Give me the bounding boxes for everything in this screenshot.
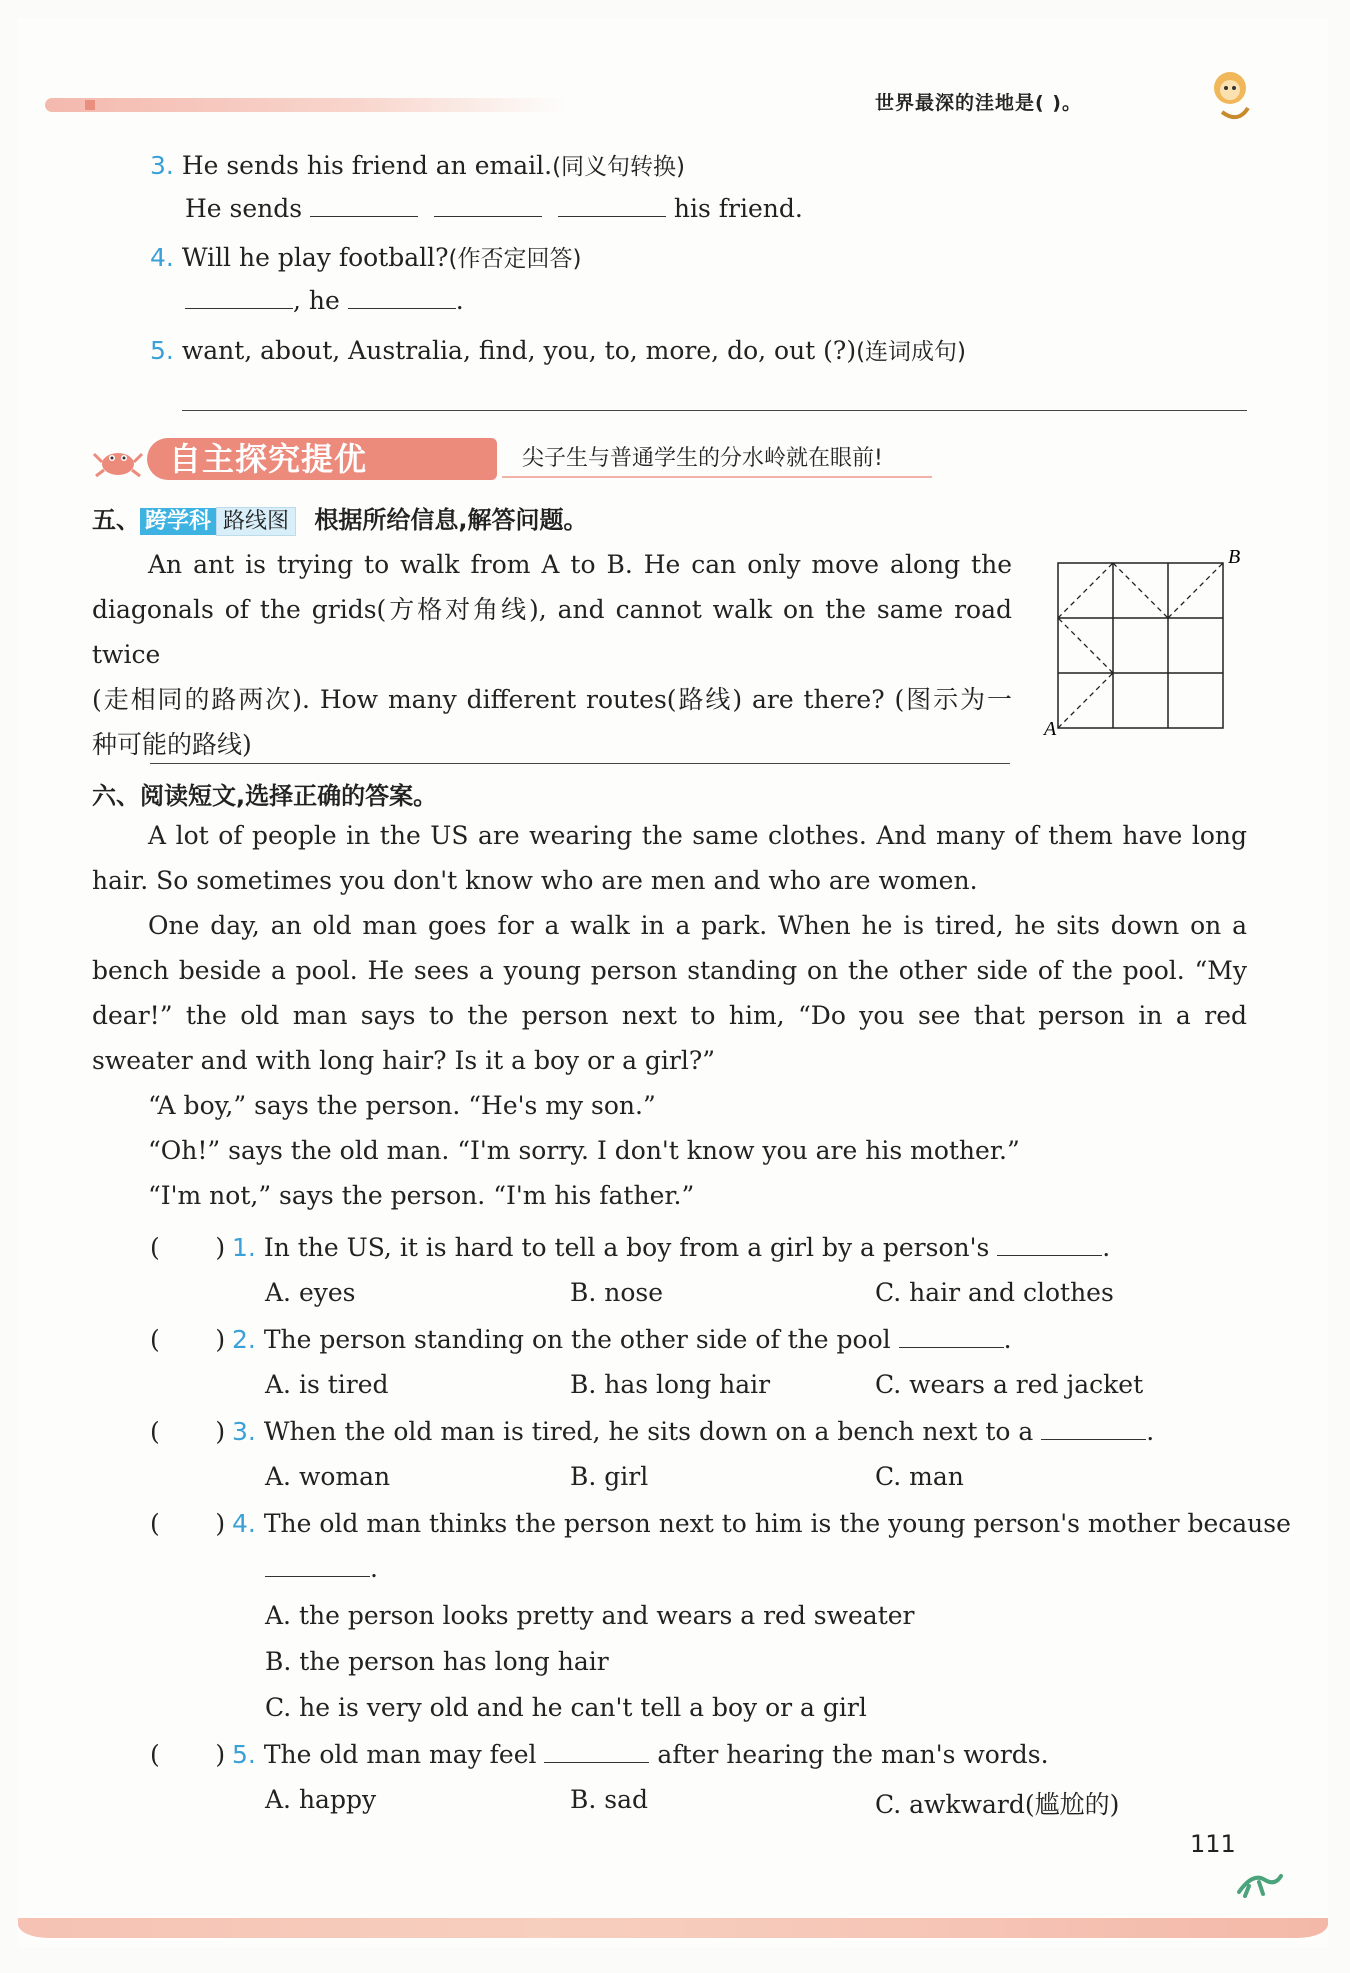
mc-question-2 (232, 1325, 1012, 1354)
answer-blank[interactable] (1041, 1419, 1146, 1440)
option-c[interactable]: C. wears a red jacket (875, 1370, 1144, 1399)
section-5-text (92, 542, 1012, 767)
question-5 (150, 333, 966, 366)
question-text: The old man thinks the person next to him is the young person's mother because (263, 1509, 1291, 1538)
answer-blank[interactable] (185, 288, 293, 309)
answer-blank[interactable] (997, 1235, 1102, 1256)
question-text: The old man may feel (263, 1740, 537, 1769)
question-text: Will he play football? (181, 243, 449, 272)
question-end: . (1102, 1233, 1111, 1262)
answer-blank[interactable] (558, 196, 666, 217)
option-b[interactable]: B. the person has long hair (265, 1647, 609, 1676)
section-title: 根据所给信息,解答问题。 (314, 506, 588, 534)
question-number: 4. (232, 1509, 256, 1538)
point-b-label: B (1228, 546, 1241, 568)
mc-question-4 (232, 1509, 1291, 1538)
header-riddle: 世界最深的洼地是( )。 (875, 92, 1082, 114)
answer-blank[interactable] (310, 196, 418, 217)
mc-question-1 (232, 1233, 1110, 1262)
question-number: 3. (232, 1417, 256, 1446)
option-c[interactable]: C. he is very old and he can't tell a boy or a girl (265, 1693, 867, 1722)
question-end: . (370, 1554, 378, 1583)
section-5-heading (92, 500, 588, 535)
passage-paragraph: “A boy,” says the person. “He's my son.” (148, 1091, 656, 1120)
tag-subject: 跨学科 (140, 508, 216, 535)
question-number: 2. (232, 1325, 256, 1354)
page-number: 111 (1190, 1830, 1236, 1858)
route-grid-diagram (1040, 545, 1250, 735)
question-hint: (连词成句) (856, 339, 967, 365)
question-4 (150, 240, 581, 273)
text-line: diagonals of the grids(方格对角线), and cannot walk on the same road twice (92, 595, 1012, 669)
option-c[interactable]: C. hair and clothes (875, 1278, 1114, 1307)
answer-prefix: He sends (185, 194, 303, 223)
answer-blank[interactable] (899, 1327, 1004, 1348)
question-number: 4. (150, 243, 174, 272)
section-6-heading: 六、阅读短文,选择正确的答案。 (92, 782, 438, 810)
text-line: (走相同的路两次). How many different routes(路线) are there? (图示为一 (92, 685, 1012, 714)
option-b[interactable]: B. sad (570, 1785, 649, 1814)
answer-blank[interactable] (348, 288, 456, 309)
question-text: He sends his friend an email. (181, 151, 553, 180)
lizard-icon (1235, 1862, 1285, 1902)
question-text: The person standing on the other side of the pool (263, 1325, 891, 1354)
answer-bracket[interactable]: ( ) (150, 1740, 226, 1769)
option-a[interactable]: A. is tired (265, 1370, 389, 1399)
question-4-answer (185, 286, 464, 315)
option-a[interactable]: A. happy (265, 1785, 377, 1814)
question-text: When the old man is tired, he sits down on a bench next to a (263, 1417, 1034, 1446)
passage-paragraph: “I'm not,” says the person. “I'm his father.” (148, 1181, 695, 1210)
question-text: In the US, it is hard to tell a boy from a girl by a person's (263, 1233, 990, 1262)
answer-suffix: his friend. (673, 194, 803, 223)
answer-blank[interactable] (544, 1742, 649, 1763)
passage-paragraph: A lot of people in the US are wearing the same clothes. And many of them have long hair. So sometimes you don't know who are men and who are women. (92, 821, 1247, 895)
option-b[interactable]: B. nose (570, 1278, 664, 1307)
answer-bracket[interactable]: ( ) (150, 1325, 226, 1354)
section-label: 五、 (92, 506, 140, 534)
option-b[interactable]: B. has long hair (570, 1370, 771, 1399)
footer-decoration-band (18, 1918, 1328, 1938)
answer-mid: , he (293, 286, 340, 315)
point-a-label: A (1044, 718, 1057, 735)
option-c[interactable]: C. awkward(尴尬的) (875, 1790, 1120, 1819)
answer-line[interactable] (150, 763, 1010, 764)
banner-tip: 尖子生与普通学生的分水岭就在眼前! (502, 442, 932, 478)
question-end: . (1003, 1325, 1012, 1354)
question-text: want, about, Australia, find, you, to, more, do, out (?) (181, 336, 857, 365)
question-number: 1. (232, 1233, 256, 1262)
passage-paragraph: One day, an old man goes for a walk in a park. When he is tired, he sits down on a bench beside a pool. He sees a young person standing on the other side of the pool. “My dear!” the old man says to the person next to him, “Do you see that person in a red sweater and with long hair? Is it a boy or a girl?” (92, 911, 1247, 1075)
answer-blank[interactable] (434, 196, 542, 217)
question-3 (150, 148, 685, 181)
option-b[interactable]: B. girl (570, 1462, 649, 1491)
passage-paragraph: “Oh!” says the old man. “I'm sorry. I don't know you are his mother.” (148, 1136, 1020, 1165)
header-decoration-band (45, 98, 565, 112)
banner-title: 自主探究提优 (147, 438, 497, 480)
mc-question-5 (232, 1740, 1049, 1769)
mc-question-4-blank (265, 1554, 378, 1583)
mc-question-3 (232, 1417, 1154, 1446)
option-c[interactable]: C. man (875, 1462, 964, 1491)
question-number: 5. (232, 1740, 256, 1769)
question-3-answer (185, 194, 803, 223)
text-line: An ant is trying to walk from A to B. He can only move along the (148, 550, 1012, 579)
answer-end: . (455, 286, 464, 315)
question-number: 3. (150, 151, 174, 180)
answer-bracket[interactable]: ( ) (150, 1417, 226, 1446)
monkey-mascot-icon (1182, 62, 1254, 132)
crab-icon (92, 440, 144, 480)
question-hint: (同义句转换) (552, 154, 686, 180)
question-hint: (作否定回答) (448, 246, 582, 272)
option-a[interactable]: A. woman (265, 1462, 391, 1491)
option-a[interactable]: A. the person looks pretty and wears a red sweater (265, 1601, 915, 1630)
question-text-after: after hearing the man's words. (657, 1740, 1049, 1769)
text-line: 种可能的路线) (92, 730, 252, 759)
answer-bracket[interactable]: ( ) (150, 1509, 226, 1538)
option-a[interactable]: A. eyes (265, 1278, 356, 1307)
question-end: . (1146, 1417, 1155, 1446)
question-number: 5. (150, 336, 174, 365)
tag-topic: 路线图 (216, 507, 296, 536)
answer-blank[interactable] (265, 1556, 370, 1577)
answer-line[interactable] (182, 410, 1247, 411)
answer-bracket[interactable]: ( ) (150, 1233, 226, 1262)
